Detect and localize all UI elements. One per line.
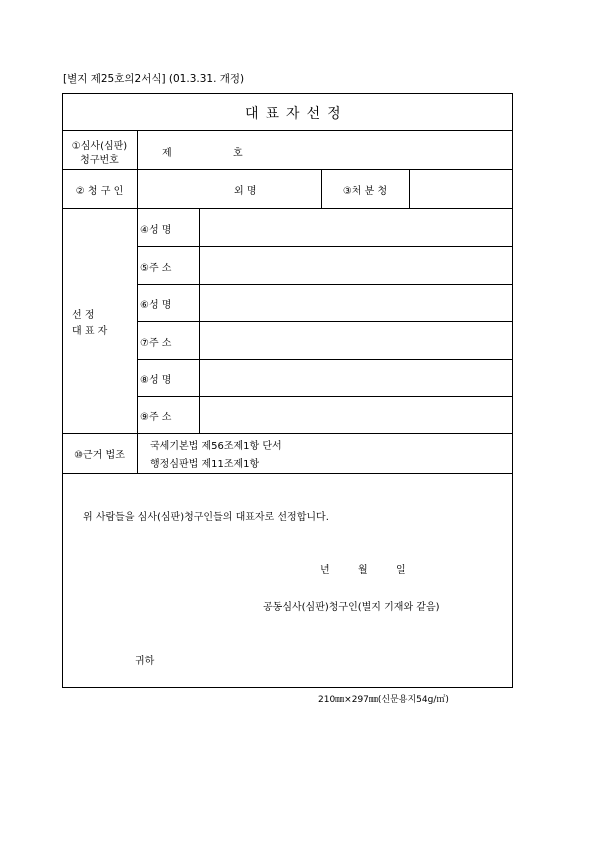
case-number-suffix: 호 [233, 148, 243, 159]
paper-spec-note: 210㎜×297㎜(신문용지54g/㎡) [318, 695, 449, 705]
addressee: 귀하 [135, 656, 155, 667]
claimant-others-count: 외 명 [234, 186, 257, 197]
divider [137, 246, 513, 247]
legal-basis-line: 행정심판법 제11조제1항 [150, 459, 260, 470]
divider [137, 359, 513, 360]
divider [409, 169, 410, 208]
representative-name-label: ⑥성 명 [140, 300, 172, 311]
divider [62, 433, 513, 434]
divider [62, 169, 513, 170]
form-header-note: [별지 제25호의2서식] (01.3.31. 개정) [63, 73, 245, 85]
claimant-label: ② 청 구 인 [75, 186, 124, 197]
representative-name-label: ⑧성 명 [140, 375, 172, 386]
representative-name-label: ④성 명 [140, 225, 172, 236]
representative-group-label: 선 정 [72, 310, 95, 321]
case-number-label: 청구번호 [80, 155, 119, 166]
case-number-label: ①심사(심판) [71, 141, 128, 152]
legal-basis-label: ⑩근거 법조 [74, 450, 125, 461]
selection-statement: 위 사람들을 심사(심판)청구인들의 대표자로 선정합니다. [83, 512, 329, 523]
date-year: 년 [320, 565, 330, 576]
form-title: 대표자선정 [245, 106, 348, 122]
representative-address-label: ⑨주 소 [140, 412, 172, 423]
divider [62, 130, 513, 131]
agency-label: ③처 분 청 [342, 186, 388, 197]
divider [199, 208, 200, 433]
representative-group-label: 대 표 자 [72, 326, 108, 337]
joint-claimants-signature: 공동심사(심판)청구인(별지 기재와 같음) [263, 602, 440, 613]
divider [62, 208, 513, 209]
divider [137, 321, 513, 322]
divider [137, 284, 513, 285]
date-day: 일 [396, 565, 406, 576]
representative-address-label: ⑤주 소 [140, 263, 172, 274]
divider [62, 473, 513, 474]
representative-address-label: ⑦주 소 [140, 338, 172, 349]
divider [137, 396, 513, 397]
divider [137, 130, 138, 473]
case-number-prefix: 제 [162, 148, 172, 159]
legal-basis-line: 국세기본법 제56조제1항 단서 [150, 441, 282, 452]
date-month: 월 [358, 565, 368, 576]
